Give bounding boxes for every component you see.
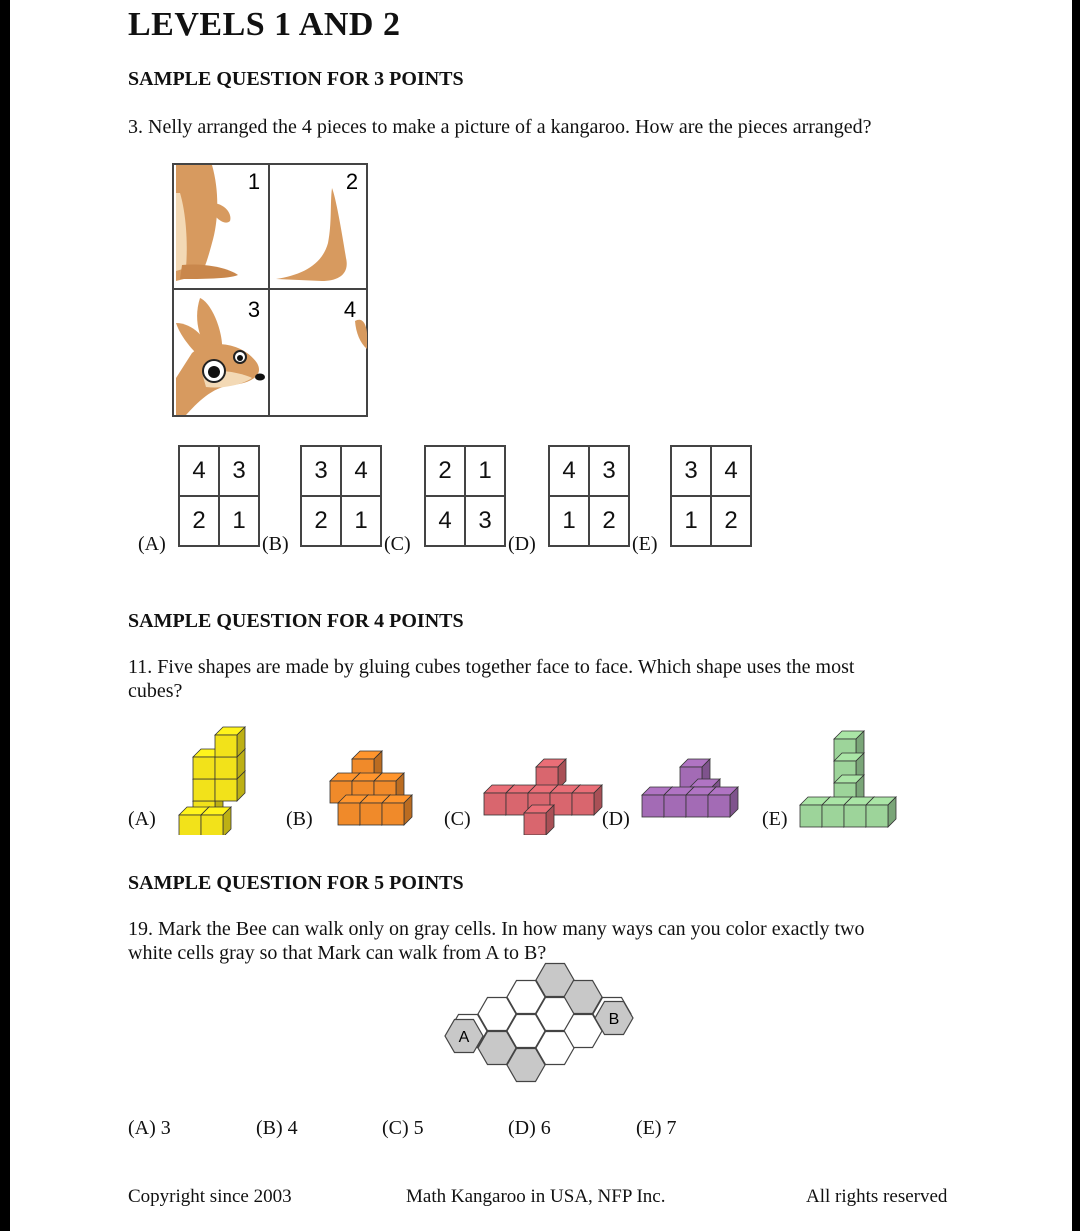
cube-shape-c <box>484 759 602 835</box>
q19-header: SAMPLE QUESTION FOR 5 POINTS <box>128 872 464 894</box>
grid-cell: 1 <box>671 496 711 546</box>
q19-text-line2: white cells gray so that Mark can walk from A to B? <box>128 942 547 964</box>
q3-option-b-grid <box>300 445 382 547</box>
grid-cell: 3 <box>301 446 341 496</box>
piece-number: 3 <box>247 297 261 322</box>
grid-cell: 4 <box>549 446 589 496</box>
q11-text-line2: cubes? <box>128 680 183 702</box>
cube <box>708 787 738 817</box>
q11-text-line1: 11. Five shapes are made by gluing cubes together face to face. Which shape uses the most <box>128 656 855 678</box>
footer-publisher: Math Kangaroo in USA, NFP Inc. <box>406 1186 666 1207</box>
grid-cell: 2 <box>301 496 341 546</box>
piece-number: 4 <box>343 297 357 322</box>
q19-answer-a: (A) 3 <box>128 1117 171 1139</box>
grid-cell: 3 <box>219 446 259 496</box>
grid-cell: 4 <box>425 496 465 546</box>
cube <box>524 805 554 835</box>
q3-text: 3. Nelly arranged the 4 pieces to make a picture of a kangaroo. How are the pieces arranged? <box>128 116 872 138</box>
grid-cell: 3 <box>589 446 629 496</box>
grid-cell: 2 <box>425 446 465 496</box>
q11-option-b-label: (B) <box>286 808 313 830</box>
cube-shape-a <box>179 727 245 835</box>
grid-cell: 1 <box>219 496 259 546</box>
cube <box>215 727 245 757</box>
page-title: LEVELS 1 AND 2 <box>128 6 401 43</box>
q11-option-c-label: (C) <box>444 808 471 830</box>
q11-option-d-label: (D) <box>602 808 630 830</box>
q3-option-d-grid <box>548 445 630 547</box>
footer-rights: All rights reserved <box>806 1186 948 1207</box>
cube-shape-e <box>800 731 896 827</box>
q3-option-b-label: (B) <box>262 533 289 555</box>
cube <box>201 807 231 835</box>
q19-text-line1: 19. Mark the Bee can walk only on gray cells. In how many ways can you color exactly two <box>128 918 865 940</box>
cube <box>866 797 896 827</box>
q3-option-a-grid <box>178 445 260 547</box>
q19-answer-e: (E) 7 <box>636 1117 677 1139</box>
q19-answer-c: (C) 5 <box>382 1117 424 1139</box>
q3-option-c-label: (C) <box>384 533 411 555</box>
q3-option-a-label: (A) <box>138 533 166 555</box>
q19-answer-b: (B) 4 <box>256 1117 298 1139</box>
grid-cell: 2 <box>711 496 751 546</box>
grid-cell: 2 <box>179 496 219 546</box>
cube <box>536 759 566 789</box>
grid-cell: 4 <box>179 446 219 496</box>
page-frame-right <box>1072 0 1080 1231</box>
q3-option-d-label: (D) <box>508 533 536 555</box>
piece-number: 2 <box>345 169 359 194</box>
cube <box>382 795 412 825</box>
piece-number: 1 <box>247 169 261 194</box>
q11-header: SAMPLE QUESTION FOR 4 POINTS <box>128 610 464 632</box>
q11-option-e-label: (E) <box>762 808 788 830</box>
page-frame-left <box>0 0 10 1231</box>
q3-option-e-label: (E) <box>632 533 658 555</box>
cube-shape-d <box>642 759 738 817</box>
hex-label-b: B <box>608 1011 620 1028</box>
grid-cell: 2 <box>589 496 629 546</box>
hex-grid <box>440 960 640 1092</box>
grid-cell: 4 <box>341 446 381 496</box>
cube <box>572 785 602 815</box>
hex-label-a: A <box>458 1029 470 1046</box>
grid-cell: 3 <box>465 496 505 546</box>
grid-cell: 1 <box>341 496 381 546</box>
footer-copyright: Copyright since 2003 <box>128 1186 292 1207</box>
cube-shape-b <box>330 751 412 825</box>
grid-cell: 4 <box>711 446 751 496</box>
q19-answer-d: (D) 6 <box>508 1117 551 1139</box>
kangaroo-puzzle <box>172 163 368 417</box>
q3-option-c-grid <box>424 445 506 547</box>
grid-cell: 1 <box>465 446 505 496</box>
q11-option-a-label: (A) <box>128 808 156 830</box>
q3-option-e-grid <box>670 445 752 547</box>
cube-shapes <box>160 725 900 835</box>
grid-cell: 3 <box>671 446 711 496</box>
grid-cell: 1 <box>549 496 589 546</box>
q3-header: SAMPLE QUESTION FOR 3 POINTS <box>128 68 464 90</box>
